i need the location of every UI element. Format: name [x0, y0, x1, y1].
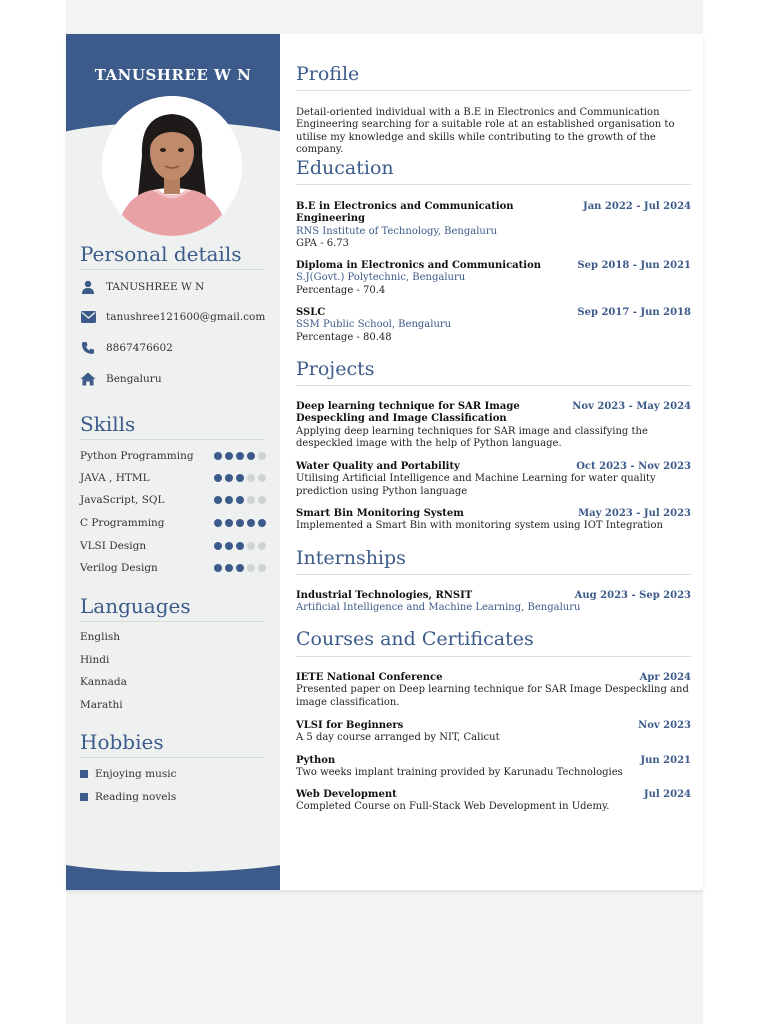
entry-description: Applying deep learning techniques for SAR image and classifying the despeckled image with the help of Python language. [296, 425, 648, 449]
entry-institution: SSM Public School, Bengaluru [296, 319, 452, 331]
entry-title: Water Quality and Portability [296, 461, 460, 472]
entry-title: IETE National Conference [296, 672, 443, 683]
education-entry [296, 260, 691, 297]
hobby-text: Enjoying music [95, 768, 177, 780]
personal-name-text: TANUSHREE W N [106, 281, 205, 293]
divider [80, 621, 264, 622]
entry-date: Jul 2024 [643, 789, 691, 800]
internship-entry [296, 590, 691, 615]
skill-row [80, 515, 266, 531]
skill-rating [214, 542, 266, 550]
skill-row [80, 470, 266, 486]
skill-name: JAVA , HTML [80, 472, 150, 484]
location-text: Bengaluru [106, 373, 162, 385]
divider [296, 574, 691, 575]
entry-date: Jun 2021 [640, 755, 691, 766]
entry-date: Sep 2018 - Jun 2021 [577, 260, 691, 271]
courses-heading: Courses and Certificates [296, 628, 534, 650]
skill-row [80, 560, 266, 576]
personal-phone-row[interactable] [80, 338, 270, 358]
course-entry [296, 672, 691, 709]
resume-page [66, 34, 703, 890]
skill-row [80, 492, 266, 508]
skill-row [80, 538, 266, 554]
email-link[interactable]: tanushree121600@gmail.com [106, 311, 266, 323]
square-bullet-icon [80, 793, 88, 801]
phone-number[interactable]: 8867476602 [106, 342, 173, 354]
personal-name-row [80, 277, 270, 297]
skills-heading: Skills [80, 412, 136, 436]
education-entry [296, 307, 691, 344]
entry-description: Implemented a Smart Bin with monitoring system using IOT Integration [296, 520, 663, 532]
skill-rating [214, 564, 266, 572]
language-item: English [80, 631, 121, 643]
skill-name: Verilog Design [80, 562, 158, 574]
entry-date: Jan 2022 - Jul 2024 [582, 201, 691, 212]
entry-title: Smart Bin Monitoring System [296, 508, 464, 519]
entry-institution: RNS Institute of Technology, Bengaluru [296, 225, 498, 237]
divider [296, 656, 691, 657]
education-entry [296, 201, 691, 250]
entry-description: Two weeks implant training provided by Karunadu Technologies [296, 767, 623, 779]
skill-name: C Programming [80, 517, 165, 529]
entry-title: VLSI for Beginners [296, 720, 404, 731]
entry-title: SSLC [296, 307, 326, 318]
skill-rating [214, 519, 266, 527]
personal-details-heading: Personal details [80, 242, 242, 266]
course-entry [296, 755, 691, 780]
divider [296, 385, 691, 386]
phone-icon [80, 340, 96, 356]
entry-description: Presented paper on Deep learning technique for SAR Image Despeckling and image classification. [296, 684, 689, 708]
languages-heading: Languages [80, 594, 191, 618]
entry-title: B.E in Electronics and Communication Engineering [296, 201, 514, 225]
skill-name: Python Programming [80, 450, 194, 462]
entry-field: Artificial Intelligence and Machine Learning, Bengaluru [296, 602, 581, 614]
course-entry [296, 789, 691, 814]
project-entry [296, 461, 691, 498]
entry-date: May 2023 - Jul 2023 [578, 508, 691, 519]
skill-name: VLSI Design [80, 540, 147, 552]
sidebar [66, 34, 280, 890]
language-item: Kannada [80, 676, 127, 688]
entry-date: Nov 2023 [638, 720, 691, 731]
entry-description: A 5 day course arranged by NIT, Calicut [296, 732, 500, 744]
user-icon [80, 279, 96, 295]
entry-date: Apr 2024 [639, 672, 691, 683]
education-heading: Education [296, 157, 394, 179]
home-icon [80, 371, 96, 387]
course-entry [296, 720, 691, 745]
language-item: Marathi [80, 699, 123, 711]
square-bullet-icon [80, 770, 88, 778]
entry-score: Percentage - 70.4 [296, 284, 386, 296]
profile-photo [102, 96, 242, 236]
candidate-name: TANUSHREE W N [94, 66, 252, 84]
skill-rating [214, 452, 266, 460]
project-entry [296, 508, 691, 533]
main-content [296, 34, 691, 890]
project-entry [296, 401, 691, 450]
entry-institution: S.J(Govt.) Polytechnic, Bengaluru [296, 272, 466, 284]
profile-heading: Profile [296, 63, 360, 85]
entry-date: Nov 2023 - May 2024 [572, 401, 691, 412]
entry-date: Oct 2023 - Nov 2023 [576, 461, 691, 472]
hobby-item [80, 791, 176, 803]
entry-score: GPA - 6.73 [296, 237, 350, 249]
skill-row [80, 448, 266, 464]
entry-title: Industrial Technologies, RNSIT [296, 590, 473, 601]
personal-location-row [80, 369, 270, 389]
internships-heading: Internships [296, 547, 406, 569]
profile-text: Detail-oriented individual with a B.E in Electronics and Communication Engineering searching for a suitable role at an established organisation to utilise my knowledge and skills while contributing to the growth of the company. [296, 107, 675, 155]
entry-title: Diploma in Electronics and Communication [296, 260, 542, 271]
mail-icon [80, 309, 96, 325]
skill-rating [214, 496, 266, 504]
divider [80, 757, 264, 758]
entry-description: Completed Course on Full-Stack Web Development in Udemy. [296, 801, 610, 813]
entry-title: Deep learning technique for SAR Image Despeckling and Image Classification [296, 401, 520, 425]
divider [80, 439, 264, 440]
entry-date: Aug 2023 - Sep 2023 [574, 590, 691, 601]
entry-title: Python [296, 755, 336, 766]
entry-title: Web Development [296, 789, 397, 800]
personal-email-row[interactable] [80, 307, 270, 327]
sidebar-footer-curve [66, 828, 280, 872]
skill-rating [214, 474, 266, 482]
hobby-text: Reading novels [95, 791, 177, 803]
skill-name: JavaScript, SQL [80, 494, 165, 506]
entry-date: Sep 2017 - Jun 2018 [577, 307, 691, 318]
divider [80, 269, 264, 270]
divider [296, 90, 691, 91]
divider [296, 184, 691, 185]
hobby-item [80, 768, 176, 780]
projects-heading: Projects [296, 358, 375, 380]
language-item: Hindi [80, 654, 110, 666]
entry-description: Utilising Artificial Intelligence and Machine Learning for water quality prediction using Python language [296, 473, 656, 497]
hobbies-heading: Hobbies [80, 730, 164, 754]
entry-score: Percentage - 80.48 [296, 331, 392, 343]
